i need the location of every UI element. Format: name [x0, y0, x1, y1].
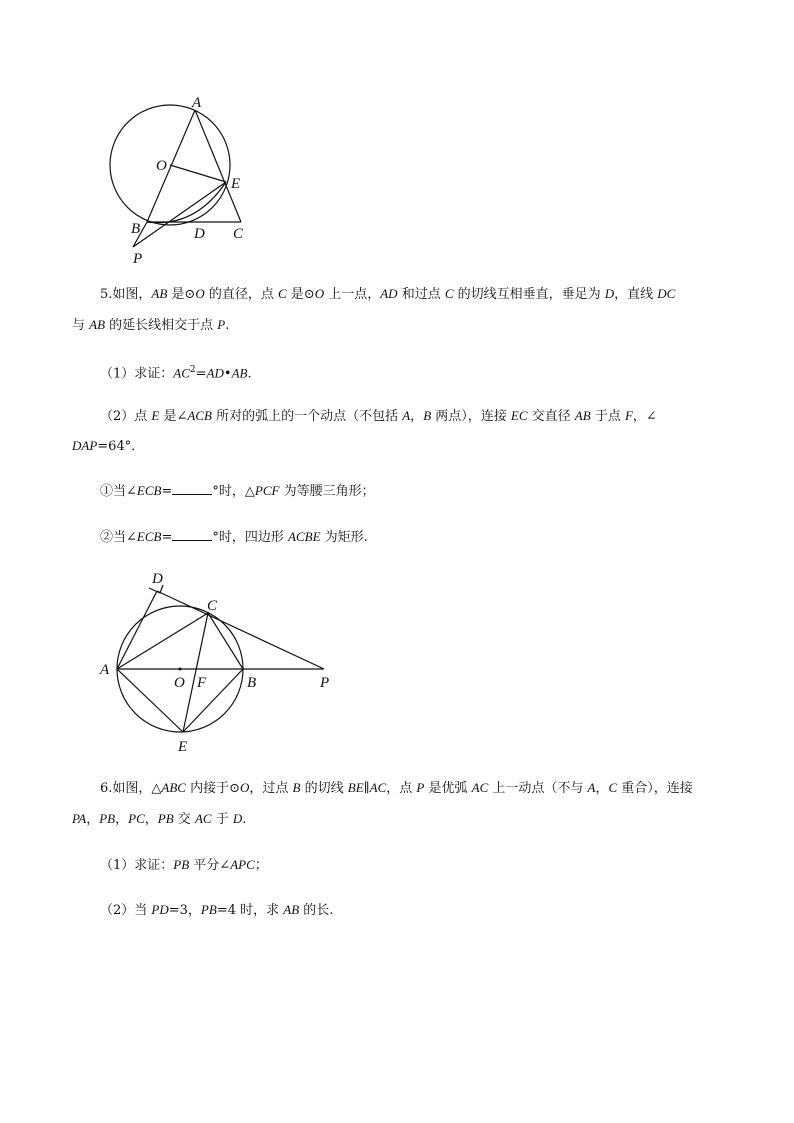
- q6-part-1: （1）求证：PB 平分∠APC；: [100, 857, 268, 873]
- label-C: C: [207, 598, 218, 614]
- answer-blank: [172, 482, 212, 495]
- q6-line-1: 6.如图，△ABC 内接于⊙O，过点 B 的切线 BE∥AC，点 P 是优弧 AC 上一动点（不与 A，C 重合），连接: [100, 780, 693, 796]
- label-D: D: [194, 226, 205, 242]
- q5-part-1: （1）求证：$AC^2=AD•AB$.: [100, 365, 252, 382]
- q5-part-2-line-2: DAP=64°．: [72, 438, 145, 454]
- label-A: A: [192, 95, 202, 111]
- figure-1-circle-triangle: [100, 92, 260, 272]
- label-A: A: [100, 662, 110, 678]
- q5-line-2: 与 AB 的延长线相交于点 P.: [72, 317, 230, 333]
- label-C: C: [233, 226, 244, 242]
- q5-sub-question-1: ①当∠ECB= °时，△PCF 为等腰三角形；: [100, 483, 375, 499]
- answer-blank: [172, 528, 212, 541]
- figure-2-circle-tangent: [96, 566, 346, 756]
- label-P: P: [133, 251, 143, 267]
- label-B: B: [247, 675, 257, 691]
- q5-sub-question-2: ②当∠ECB= °时，四边形 ACBE 为矩形.: [100, 529, 368, 545]
- center-point-O: [179, 668, 182, 671]
- label-F: F: [197, 675, 207, 691]
- label-E: E: [178, 739, 188, 755]
- q5-part-2-line-1: （2）点 E 是∠ACB 所对的弧上的一个动点（不包括 A，B 两点），连接 EC 交直径 AB 于点 F，∠: [100, 408, 657, 424]
- label-E: E: [231, 176, 241, 192]
- label-O: O: [174, 675, 185, 691]
- label-P: P: [320, 675, 330, 691]
- label-O: O: [156, 158, 167, 174]
- label-D: D: [152, 571, 163, 587]
- q6-part-2: （2）当 PD=3，PB=4 时，求 AB 的长.: [100, 902, 334, 918]
- label-B: B: [131, 221, 141, 237]
- q5-line-1: 5.如图，AB 是⊙O 的直径，点 C 是⊙O 上一点，AD 和过点 C 的切线互相垂直，垂足为 D，直线 DC: [100, 286, 676, 302]
- q6-line-2: PA，PB，PC，PB 交 AC 于 D.: [72, 811, 247, 827]
